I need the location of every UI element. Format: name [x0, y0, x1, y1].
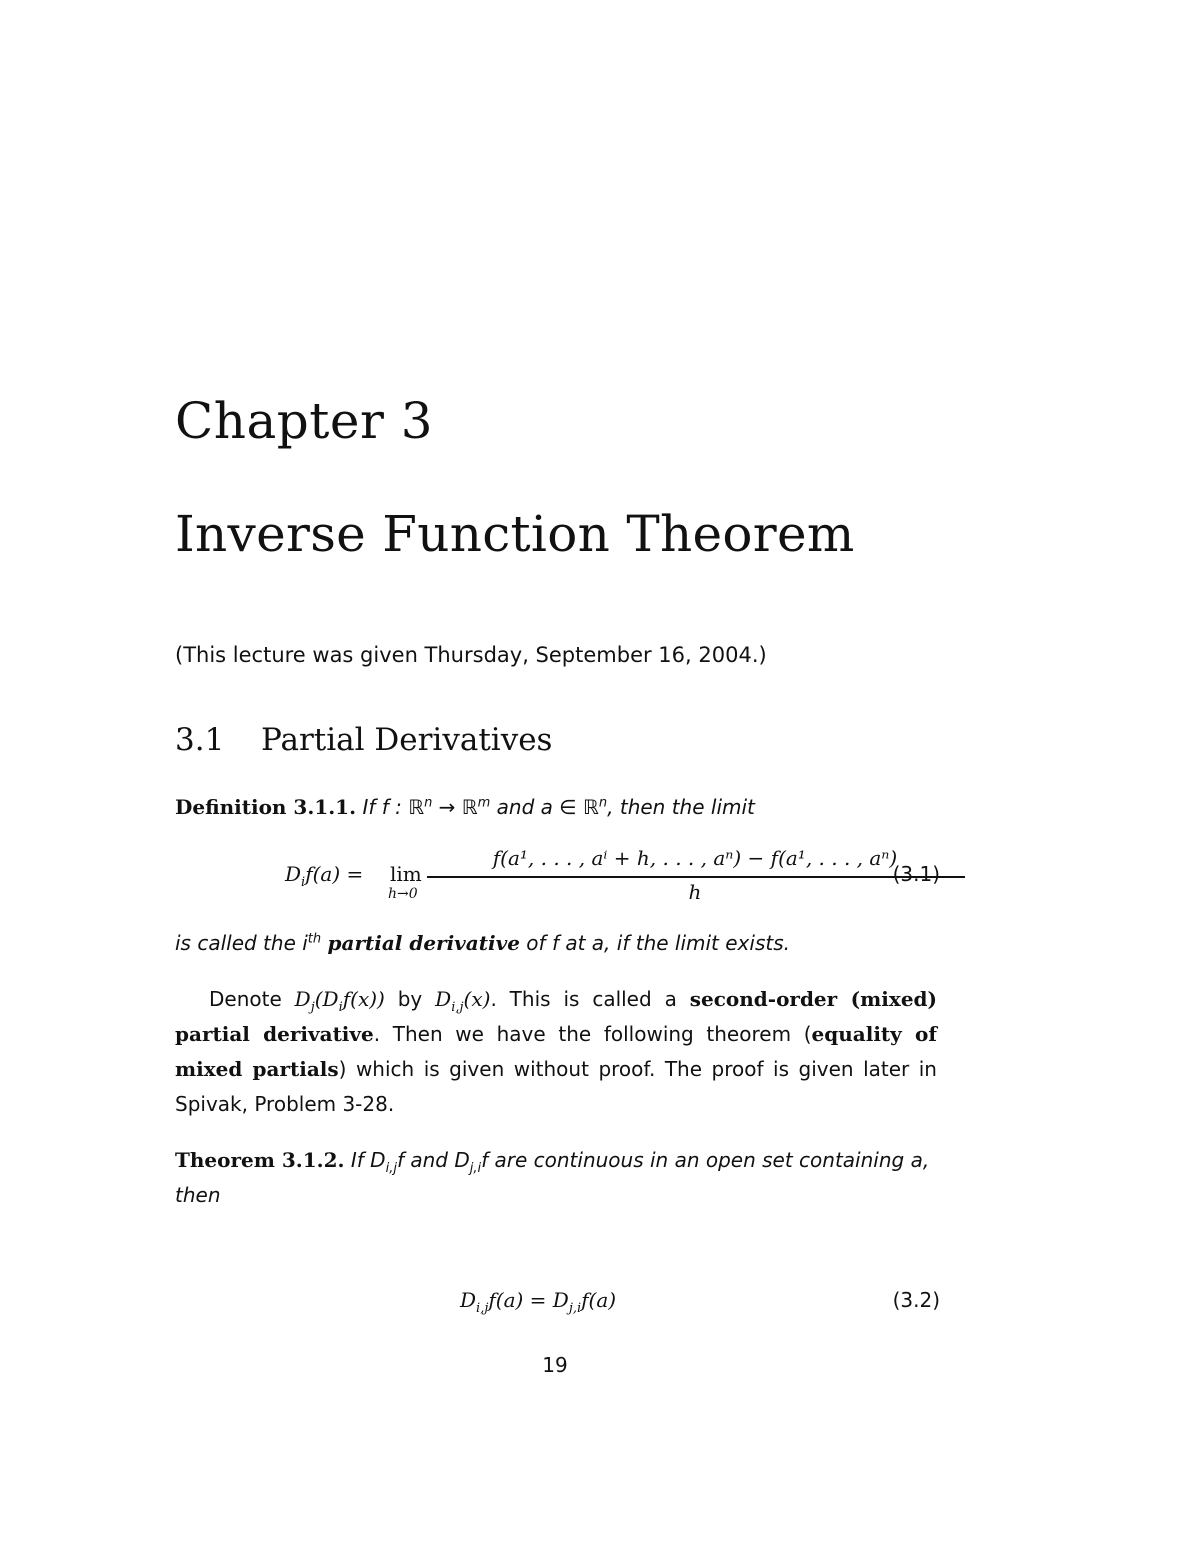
theorem-label: Theorem 3.1.2.	[175, 1148, 345, 1172]
limit-subscript: h→0	[388, 886, 418, 902]
term-second-order: second-order (mixed) partial derivative	[175, 987, 938, 1046]
equation-3-1	[285, 842, 940, 906]
fraction-bar	[427, 876, 965, 878]
section-heading	[175, 722, 552, 758]
definition-sup-m: m	[477, 795, 491, 811]
definition	[175, 790, 937, 825]
equation-number: (3.2)	[892, 1288, 940, 1312]
definition-text-2: and a ∈ ℝ	[490, 795, 599, 819]
definition-text-1: If f : ℝ	[362, 795, 425, 819]
fraction-numerator: f(a¹, . . . , aⁱ + h, . . . , aⁿ) − f(a¹, . . . , aⁿ)	[492, 846, 898, 870]
chapter-label: Chapter 3	[175, 392, 434, 450]
section-number: 3.1	[175, 722, 225, 758]
definition-label: Definition 3.1.1.	[175, 795, 357, 819]
page-number: 19	[542, 1353, 568, 1377]
limit-operator: lim	[390, 862, 422, 886]
equation-lhs: $D_if(a)$ =	[285, 862, 364, 890]
lecture-note: (This lecture was given Thursday, September 16, 2004.)	[175, 643, 767, 667]
term-equality-mixed: equality of mixed partials	[175, 1022, 937, 1081]
fraction-denominator: h	[688, 880, 702, 904]
definition-conclusion: is called the $i^{th}$ partial derivative of f at a, if the limit exists.	[175, 931, 790, 955]
term-partial-derivative: partial derivative	[327, 931, 520, 955]
body-paragraph: Denote $D_j(D_if(x))$ by $D_{i,j}(x)$. This is called a second-order (mixed) partial derivative. Then we have the following theorem (equality of mixed partials) which is given without proof. The proof is given later in Spivak, Problem 3-28.	[175, 987, 938, 1116]
equation-number: (3.1)	[892, 862, 940, 886]
definition-sup-n: n	[424, 795, 433, 811]
definition-text-3: , then the limit	[607, 795, 755, 819]
definition-arrow: → ℝ	[432, 795, 478, 819]
chapter-title: Inverse Function Theorem	[175, 505, 855, 563]
definition-sup-n2: n	[598, 795, 608, 811]
section-title: Partial Derivatives	[261, 722, 553, 758]
theorem: Theorem 3.1.2. If $D_{i,j}f$ and $D_{j,i}f$ are continuous in an open set containing a, then	[175, 1148, 930, 1207]
equation-3-2	[460, 1286, 940, 1318]
equation-expression: $D_{i,j}f(a) = D_{j,i}f(a)$	[460, 1288, 617, 1316]
